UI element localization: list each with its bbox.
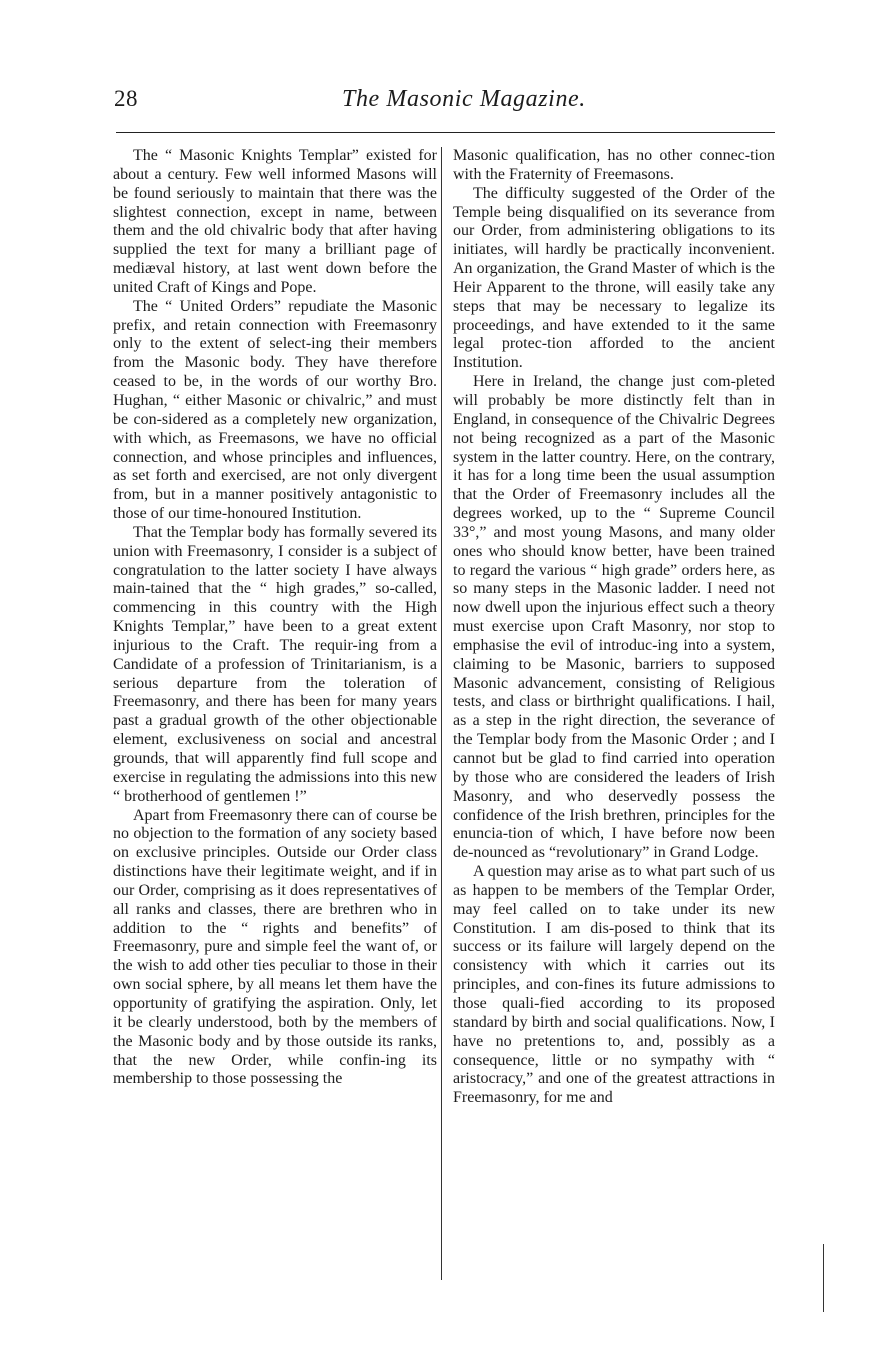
paragraph: A question may arise as to what part such of us as happen to be members of the Templar Order, may feel called on to take under its new Constitution. I am dis-posed to think that its success or its failure will largely depend on the consistency with which it carries out its principles, and con-fines its future admissions to those quali-fied according to its proposed standard by birth and social qualifications. Now, I have no pretentions to, and, possibly as a consequence, little or no sympathy with “ aristocracy,” and one of the greatest attractions in Freemasonry, for me and: [453, 863, 775, 1107]
paragraph: The “ Masonic Knights Templar” existed for about a century. Few well informed Masons will be found seriously to maintain that there was the slightest connection, except in name, between them and the old chivalric body that after having supplied the text for many a brilliant page of mediæval history, at last went down before the united Craft of Kings and Pope.: [113, 147, 437, 296]
page-header: [0, 0, 890, 130]
paragraph: That the Templar body has formally severed its union with Freemasonry, I consider is a subject of congratulation to the latter society I have always main-tained that the “ high grades,” so-called, commencing in this country with the High Knights Templar,” have been to a great extent injurious to the Craft. The requir-ing from a Candidate of a profession of Trinitarianism, is a serious departure from the toleration of Freemasonry, and there has been for many years past a gradual growth of the other objectionable element, exclusiveness on social and ancestral grounds, that will apparently find full scope and exercise in regulating the admissions into this new “ brotherhood of gentlemen !”: [113, 523, 437, 805]
running-title: The Masonic Magazine.: [342, 86, 586, 112]
paragraph: The “ United Orders” repudiate the Masonic prefix, and retain connection with Freemasonry only to the extent of select-ing their members from the Masonic body. They have therefore ceased to be, in the words of our worthy Bro. Hughan, “ either Masonic or chivalric,” and must be con-sidered as a completely new organization, with which, as Freemasons, we have no official connection, and whose principles and influences, as set forth and exercised, are not only divergent from, but in a manner positively antagonistic to those of our time-honoured Institution.: [113, 297, 437, 523]
paragraph: The difficulty suggested of the Order of the Temple being disqualified on its severance from our Order, from administering obligations to its initiates, will hardly be practically inconvenient. An organization, the Grand Master of which is the Heir Apparent to the throne, will easily take any steps that may be necessary to legalize its proceedings, and have extended to it the same legal protec-tion afforded to the ancient Institution.: [453, 184, 775, 372]
page-edge-mark: [823, 1244, 824, 1312]
page-number: 28: [114, 86, 138, 111]
paragraph-continued: Masonic qualification, has no other connec-tion with the Fraternity of Freemasons.: [453, 147, 775, 183]
column-divider: [441, 147, 442, 1280]
paragraph: Here in Ireland, the change just com-pleted will probably be more distinctly felt than in England, in consequence of the Chivalric Degrees not being recognized as a part of the Masonic system in the latter country. Here, on the contrary, it has for a long time been the usual assumption that the Order of Freemasonry includes all the degrees worked, up to the “ Supreme Council 33°,” and most young Masons, and many older ones who should know better, have been trained to regard the various “ high grade” orders here, as so many steps in the Masonic ladder. I need not now dwell upon the injurious effect such a theory must exercise upon Craft Masonry, nor stop to emphasise the evil of introduc-ing into a system, claiming to be Masonic, barriers to supposed Masonic advancement, consisting of Religious tests, and class or birthright qualifications. I hail, as a step in the right direction, the severance of the Templar body from the Masonic Order ; and I cannot but be glad to find carried into operation by those who are considered the leaders of Irish Masonry, and who deservedly possess the confidence of the Irish brethren, principles for the enuncia-tion of which, I have before now been de-nounced as “revolutionary” in Grand Lodge.: [453, 373, 775, 862]
header-rule: [116, 132, 775, 133]
right-column: [453, 147, 775, 1108]
left-column: [113, 147, 437, 1089]
paragraph: Apart from Freemasonry there can of course be no objection to the formation of any society based on exclusive principles. Outside our Order class distinctions have their legitimate weight, and if in our Order, comprising as it does representatives of all ranks and classes, there are brethren who in addition to the “ rights and benefits” of Freemasonry, pure and simple feel the want of, or the wish to add other ties peculiar to those in their own social sphere, by all means let them have the opportunity of gratifying the aspiration. Only, let it be clearly understood, both by the members of the Masonic body and by those outside its ranks, that the new Order, while confin-ing its membership to those possessing the: [113, 806, 437, 1088]
